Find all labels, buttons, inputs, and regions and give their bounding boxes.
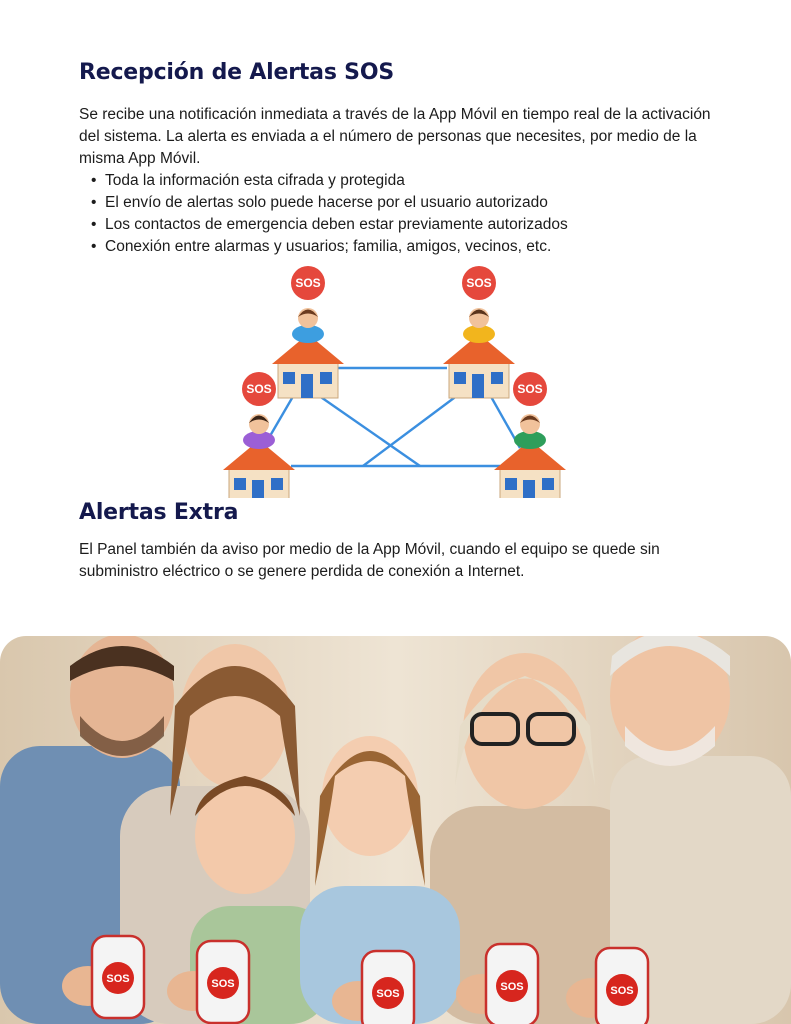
sos-badge: [462, 266, 496, 300]
sos-badge-label: SOS: [466, 276, 492, 290]
sos-button-label: SOS: [500, 981, 524, 993]
sos-button-label: SOS: [610, 985, 634, 997]
sos-badge-label: SOS: [517, 382, 543, 396]
sos-button-label: SOS: [106, 973, 130, 985]
list-item-text: El envío de alertas solo puede hacerse por el usuario autorizado: [105, 194, 548, 211]
section-title-alertas-extra: Alertas Extra: [79, 500, 239, 525]
sos-button-label: SOS: [211, 978, 235, 990]
list-item-text: Toda la información esta cifrada y protegida: [105, 172, 405, 189]
sos-badge-label: SOS: [246, 382, 272, 396]
list-item-text: Los contactos de emergencia deben estar previamente autorizados: [105, 216, 568, 233]
list-item: • El envío de alertas solo puede hacerse por el usuario autorizado: [91, 194, 548, 211]
sos-badge: [242, 372, 276, 406]
alertas-extra-paragraph: El Panel también da aviso por medio de la App Móvil, cuando el equipo se quede sin subministro eléctrico o se genere perdida de conexión a Internet.: [79, 541, 660, 580]
family-photo: [0, 636, 791, 1024]
section-title-recepcion: Recepción de Alertas SOS: [79, 60, 394, 85]
sos-badge: [291, 266, 325, 300]
house-with-person: [443, 266, 515, 398]
sos-network-illustration: [215, 258, 575, 498]
features-list: [91, 170, 568, 258]
sos-badge: [513, 372, 547, 406]
sos-badge-label: SOS: [295, 276, 321, 290]
list-item: • Los contactos de emergencia deben estar previamente autorizados: [91, 216, 568, 233]
list-item: • Conexión entre alarmas y usuarios; familia, amigos, vecinos, etc.: [91, 238, 552, 255]
house-with-person: [272, 266, 344, 398]
sos-button-label: SOS: [376, 988, 400, 1000]
list-item-text: Conexión entre alarmas y usuarios; familia, amigos, vecinos, etc.: [105, 238, 552, 255]
recepcion-paragraph: Se recibe una notificación inmediata a través de la App Móvil en tiempo real de la activación del sistema. La alerta es enviada a el número de personas que necesites, por medio de la misma App Móvil.: [79, 106, 711, 167]
list-item: • Toda la información esta cifrada y protegida: [91, 172, 405, 189]
